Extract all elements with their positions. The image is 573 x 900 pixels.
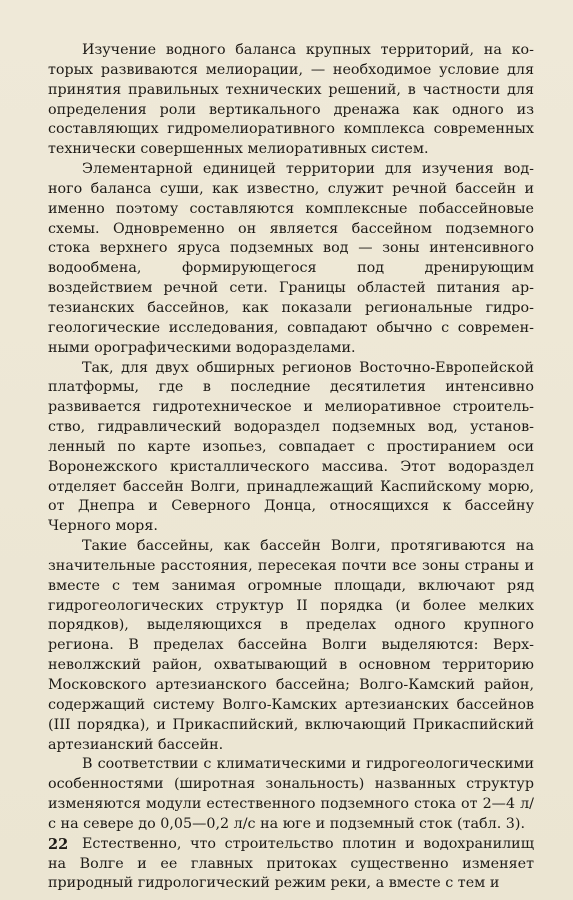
paragraph-3: Так, для двух обширных регионов Восточно-Европейской платформы, где в последние десятилетия интенсивно развивается гидротехническое и мелиоративное строительство, гидравлический водораздел подземных вод, установленный по карте изопьез, совпадает с простиранием оси Воронежского кристаллического массива. Этот водораздел отделяет бассейн Волги, принадлежащий Каспийскому морю, от Днепра и Северного Донца, относящихся к бассейну Черного моря. bbox=[48, 359, 534, 535]
paragraph-1: Изучение водного баланса крупных территорий, на которых развиваются мелиорации, — необходимое условие для принятия правильных технических решений, в частности для определения роли вертикального дренажа как одного из составляющих гидромелиоративного комплекса современных технически совершенных мелиоративных систем. bbox=[48, 42, 534, 158]
paragraph-6: Естественно, что строительство плотин и водохранилищ на Волге и ее главных притоках существенно изменяет природный гидрологический режим реки, а вместе с тем и bbox=[48, 835, 534, 892]
page-number: 22 bbox=[48, 836, 69, 853]
paragraph-4: Такие бассейны, как бассейн Волги, протягиваются на значительные расстояния, пересекая почти все зоны страны и вместе с тем занимая огромные площади, включают ряд гидрогеологических структур II порядка (и более мелких порядков), выделяющихся в пределах одного крупного региона. В пределах бассейна Волги выделяются: Верхневолжский район, охватывающий в основном территорию Московского артезианского бассейна; Волго-Камский район, содержащий систему Волго-Камских артезианских бассейнов (III порядка), и Прикаспийский, включающий Прикаспийский артезианский бассейн. bbox=[48, 538, 534, 753]
paragraph-2: Элементарной единицей территории для изучения водного баланса суши, как известно, служит речной бассейн и именно поэтому составляются комплексные побассейновые схемы. Одновременно он является бассейном подземного стока верхнего яруса подземных вод — зоны интенсивного водообмена, формирующегося под дренирующим воздействием речной сети. Границы областей питания артезианских бассейнов, как показали региональные гидрогеологические исследования, совпадают обычно с современными орографическими водоразделами. bbox=[48, 161, 534, 356]
body-text bbox=[48, 41, 534, 894]
paragraph-5: В соответствии с климатическими и гидрогеологическими особенностями (широтная зональность) названных структур изменяются модули естественного подземного стока от 2—4 л/с на севере до 0,05—0,2 л/с на юге и подземный сток (табл. 3). bbox=[48, 756, 534, 832]
